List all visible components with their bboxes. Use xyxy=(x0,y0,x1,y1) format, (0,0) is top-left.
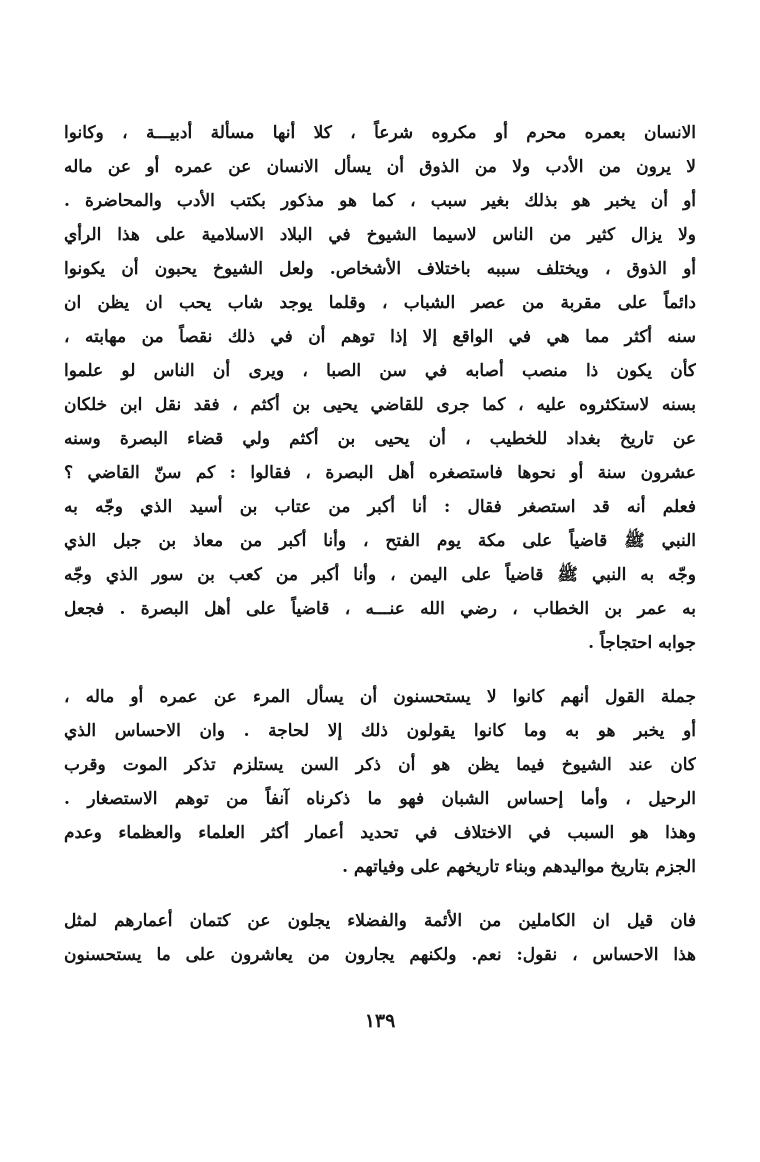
text-line: كان عند الشيوخ فيما يظن هو أن ذكر السن يستلزم تذكر الموت وقرب xyxy=(64,755,696,775)
text-line: لا يرون من الأدب ولا من الذوق أن يسأل الانسان عن عمره أو عن ماله xyxy=(64,157,696,177)
text-line: وجّه به النبي ﷺ قاضياً على اليمن ، وأنا أكبر من كعب بن سور الذي وجّه xyxy=(64,565,696,585)
paragraph-age-etiquette xyxy=(64,116,696,660)
text-line: عشرون سنة أو نحوها فاستصغره أهل البصرة ، فقالوا : كم سنّ القاضي ؟ xyxy=(64,463,696,483)
paragraph-objection xyxy=(64,904,696,972)
text-line: به عمر بن الخطاب ، رضي الله عنـــه ، قاضياً على أهل البصرة . فجعل xyxy=(64,599,696,619)
text-line: وهذا هو السبب في الاختلاف في تحديد أعمار أكثر العلماء والعظماء وعدم xyxy=(64,823,696,843)
text-line: أو الذوق ، ويختلف سببه باختلاف الأشخاص. ولعل الشيوخ يحبون أن يكونوا xyxy=(64,259,696,279)
text-line: الرحيل ، وأما إحساس الشبان فهو ما ذكرناه آنفاً من توهم الاستصغار . xyxy=(64,789,696,809)
text-line: هذا الاحساس ، نقول: نعم. ولكنهم يجارون من يعاشرون على ما يستحسنون xyxy=(64,945,696,965)
text-line: الجزم بتاريخ مواليدهم وبناء تاريخهم على وفياتهم . xyxy=(342,857,696,877)
text-line: بسنه لاستكثروه عليه ، كما جرى للقاضي يحيى بن أكثم ، فقد نقل ابن خلكان xyxy=(64,395,696,415)
text-line: أو أن يخبر هو بذلك بغير سبب ، كما هو مذكور بكتب الأدب والمحاضرة . xyxy=(64,191,696,211)
paragraph-summary xyxy=(64,680,696,884)
text-line: عن تاريخ بغداد للخطيب ، أن يحيى بن أكثم ولي قضاء البصرة وسنه xyxy=(64,429,696,449)
text-line: دائماً على مقربة من عصر الشباب ، وقلما يوجد شاب يحب ان يظن ان xyxy=(64,293,696,313)
text-line: الانسان بعمره محرم أو مكروه شرعاً ، كلا أنها مسألة أدبيـــة ، وكانوا xyxy=(64,123,696,143)
text-line: سنه أكثر مما هي في الواقع إلا إذا توهم أن في ذلك نقصاً من مهابته ، xyxy=(64,327,696,347)
text-line: جوابه احتجاجاً . xyxy=(588,633,696,653)
text-line: النبي ﷺ قاضياً على مكة يوم الفتح ، وأنا أكبر من معاذ بن جبل الذي xyxy=(64,531,696,551)
text-line: كأن يكون ذا منصب أصابه في سن الصبا ، ويرى أن الناس لو علموا xyxy=(64,361,696,381)
page-number: ١٣٩ xyxy=(364,1010,396,1032)
text-line: فان قيل ان الكاملين من الأئمة والفضلاء يجلون عن كتمان أعمارهم لمثل xyxy=(64,911,696,931)
text-line: أو يخبر هو به وما كانوا يقولون ذلك إلا لحاجة . وان الاحساس الذي xyxy=(64,721,696,741)
text-line: ولا يزال كثير من الناس لاسيما الشيوخ في البلاد الاسلامية على هذا الرأي xyxy=(64,225,696,245)
text-line: جملة القول أنهم كانوا لا يستحسنون أن يسأل المرء عن عمره أو ماله ، xyxy=(64,687,696,707)
text-line: فعلم أنه قد استصغر فقال : أنا أكبر من عتاب بن أسيد الذي وجّه به xyxy=(64,497,696,517)
